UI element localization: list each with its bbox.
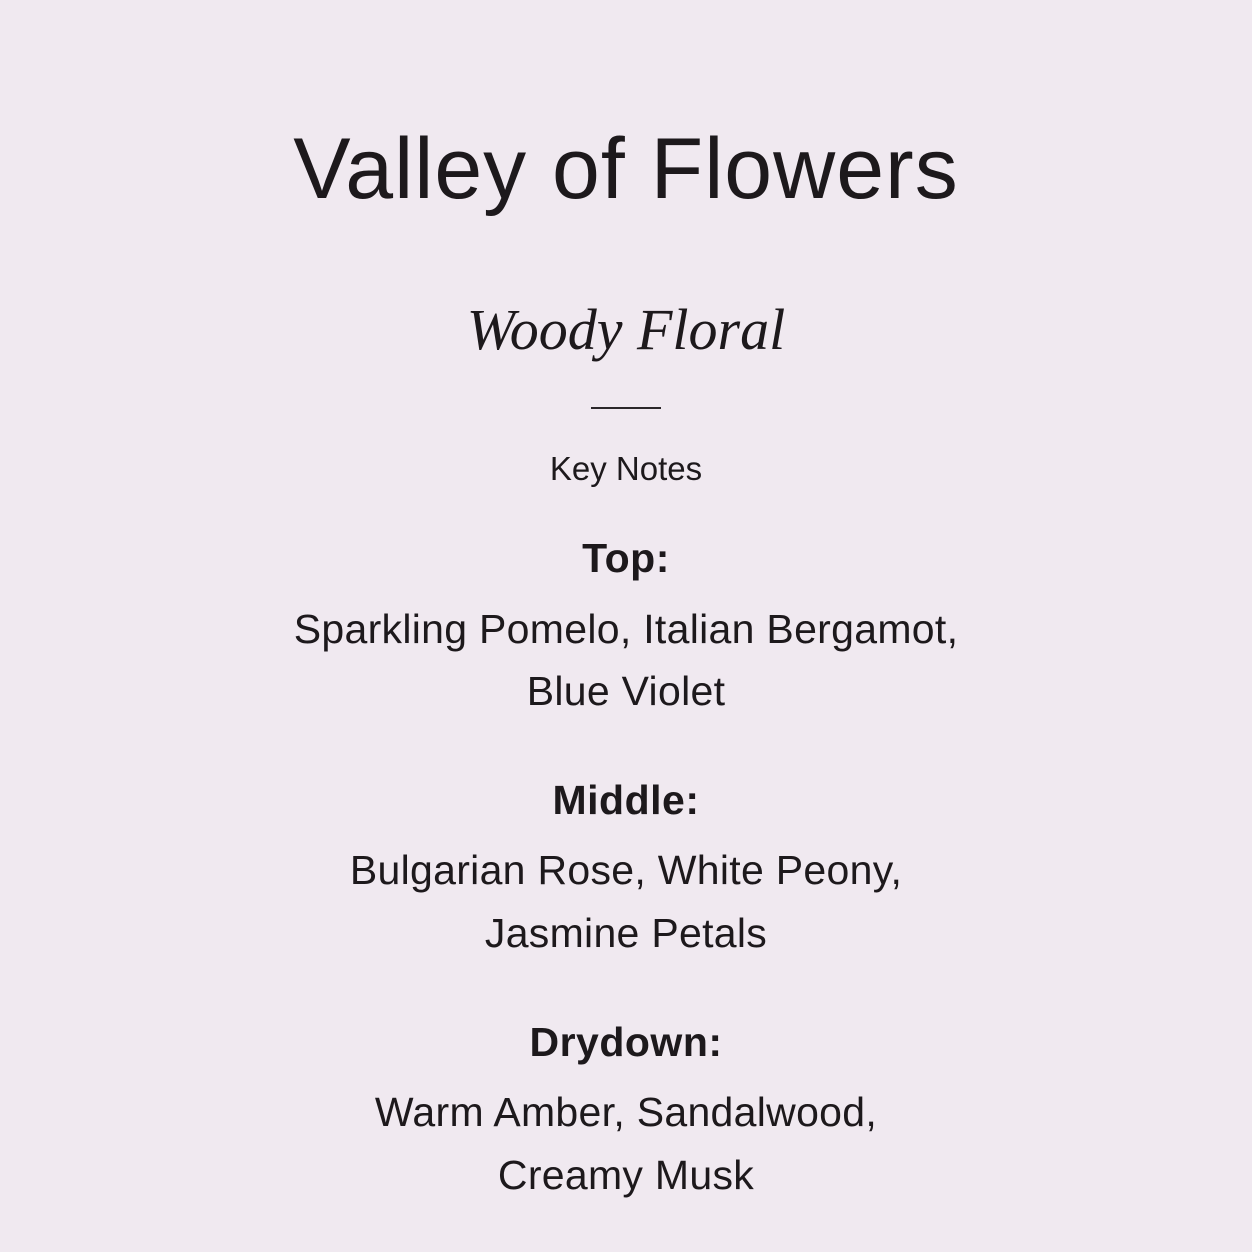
top-notes-label: Top: [582, 535, 670, 582]
scent-family-subtitle: Woody Floral [466, 297, 786, 363]
drydown-notes-label: Drydown: [529, 1019, 723, 1065]
middle-notes-text [350, 839, 902, 964]
drydown-notes-text [375, 1081, 877, 1206]
middle-notes-label: Middle: [552, 777, 700, 824]
top-notes-text [294, 598, 959, 723]
drydown-notes-group [375, 964, 877, 1206]
key-notes-heading: Key Notes [549, 449, 703, 487]
middle-notes-line-1: Bulgarian Rose, White Peony, [349, 847, 903, 894]
middle-notes-group [350, 722, 902, 964]
top-notes-line-2: Blue Violet [526, 667, 726, 714]
product-title: Valley of Flowers [293, 121, 959, 217]
drydown-notes-line-2: Creamy Musk [497, 1151, 755, 1198]
divider-rule [591, 407, 661, 409]
drydown-notes-line-1: Warm Amber, Sandalwood, [374, 1089, 878, 1136]
middle-notes-line-2: Jasmine Petals [484, 909, 768, 956]
top-notes-line-1: Sparkling Pomelo, Italian Bergamot, [293, 605, 959, 652]
top-notes-group [294, 488, 959, 722]
